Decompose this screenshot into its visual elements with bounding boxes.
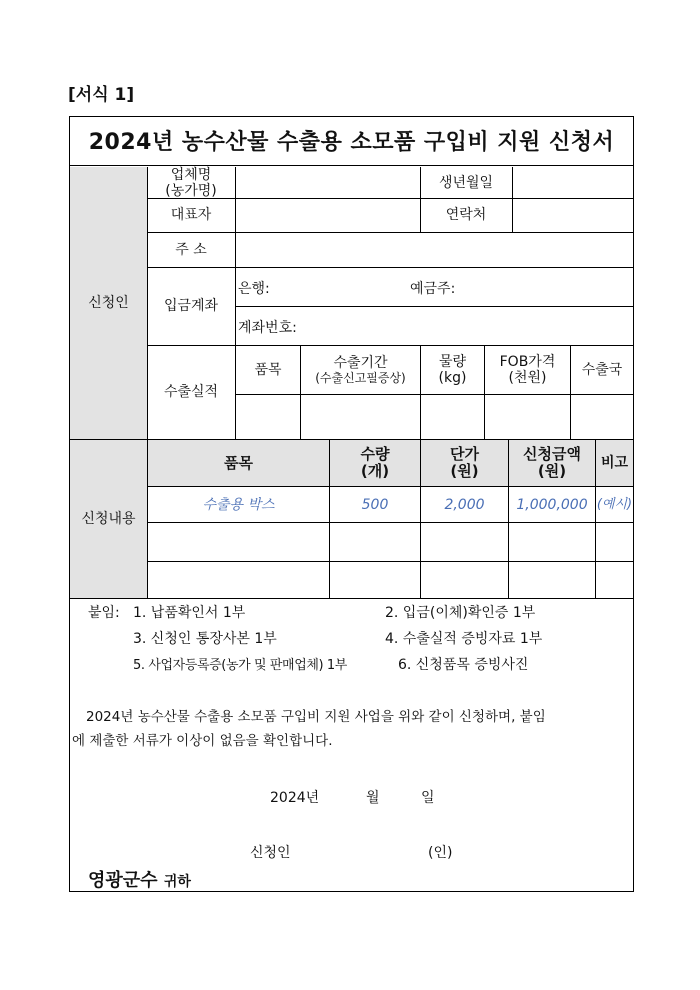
export-fob-l1: FOB가격 (499, 353, 556, 370)
account-number-label: 계좌번호: (238, 320, 297, 336)
app-unit-header (421, 440, 508, 486)
representative-field[interactable] (236, 198, 420, 232)
app-unit-l2: (원) (450, 462, 479, 480)
birthdate-label: 생년월일 (438, 174, 494, 191)
app-note-header: 비고 (600, 454, 629, 471)
statement-line-2: 에 제출한 서류가 이상이 없음을 확인합니다. (72, 733, 333, 749)
attachment-5: 5. 사업자등록증(농가 및 판매업체) 1부 (133, 658, 347, 673)
signature-seal: (인) (428, 845, 453, 861)
sample-unit-price: 2,000 (444, 496, 485, 513)
export-item-field[interactable] (236, 395, 300, 439)
attachment-6: 6. 신청품목 증빙사진 (398, 657, 529, 673)
export-quantity-field[interactable] (421, 395, 484, 439)
addressee-name: 영광군수 (88, 870, 158, 891)
export-fob-l2: (천원) (508, 369, 547, 386)
export-quantity-header (421, 345, 484, 394)
signature-label: 신청인 (250, 845, 291, 861)
app-row2-unit[interactable] (421, 523, 508, 561)
attachment-4: 4. 수출실적 증빙자료 1부 (385, 631, 543, 647)
export-quantity-l1: 물량 (438, 353, 467, 370)
export-country-field[interactable] (571, 395, 633, 439)
export-fob-header (485, 345, 570, 394)
app-amount-header (509, 440, 595, 486)
addressee-suffix: 귀하 (163, 874, 191, 890)
app-row2-qty[interactable] (330, 523, 420, 561)
export-quantity-l2: (kg) (438, 369, 467, 386)
app-amount-l2: (원) (537, 462, 567, 480)
address-label: 주 소 (175, 241, 207, 258)
export-fob-field[interactable] (485, 395, 570, 439)
app-qty-header (330, 440, 420, 486)
app-row3-note[interactable] (596, 562, 633, 598)
app-row3-qty[interactable] (330, 562, 420, 598)
export-period-l1: 수출기간 (333, 354, 388, 371)
app-qty-l1: 수량 (360, 445, 390, 463)
export-period-l2: (수출신고필증상) (315, 370, 406, 385)
date-month: 월 (366, 790, 380, 806)
addressee (88, 866, 191, 892)
contact-label: 연락처 (445, 207, 487, 223)
company-name-label (147, 167, 235, 198)
form-title: 2024년 농수산물 수출용 소모품 구입비 지원 신청서 (69, 116, 634, 166)
company-name-field[interactable] (236, 167, 420, 198)
sample-note: (예시) (596, 496, 633, 512)
account-holder-label: 예금주: (410, 281, 456, 297)
app-row2-amount[interactable] (509, 523, 595, 561)
app-unit-l1: 단가 (450, 445, 479, 463)
application-section-label: 신청내용 (81, 511, 136, 527)
app-row2-item[interactable] (148, 523, 329, 561)
attachment-2: 2. 입금(이체)확인증 1부 (385, 605, 536, 621)
statement-line-1: 2024년 농수산물 수출용 소모품 구입비 지원 사업을 위와 같이 신청하며, 붙임 (86, 709, 546, 725)
deposit-account-label: 입금계좌 (163, 298, 219, 314)
app-row3-unit[interactable] (421, 562, 508, 598)
form-label: [서식 1] (68, 85, 135, 105)
company-name-label-l2: (농가명) (165, 182, 217, 199)
attachment-1: 1. 납품확인서 1부 (133, 605, 246, 621)
app-item-header: 품목 (224, 453, 253, 472)
export-item-header: 품목 (254, 361, 282, 378)
export-country-header: 수출국 (581, 361, 623, 378)
date-day: 일 (421, 790, 435, 806)
app-row3-amount[interactable] (509, 562, 595, 598)
sample-qty: 500 (361, 496, 389, 513)
attachments-prefix: 붙임: (88, 605, 120, 621)
app-row3-item[interactable] (148, 562, 329, 598)
app-row2-note[interactable] (596, 523, 633, 561)
export-record-label: 수출실적 (163, 384, 219, 400)
export-period-field[interactable] (301, 395, 420, 439)
applicant-section-label: 신청인 (88, 295, 129, 311)
company-name-label-l1: 업체명 (170, 166, 212, 183)
attachment-3: 3. 신청인 통장사본 1부 (133, 631, 277, 647)
contact-field[interactable] (513, 198, 633, 232)
sample-amount: 1,000,000 (516, 496, 588, 513)
app-amount-l1: 신청금액 (523, 445, 581, 463)
export-period-header (301, 345, 420, 394)
sample-item: 수출용 박스 (202, 496, 275, 513)
app-qty-l2: (개) (360, 462, 390, 480)
birthdate-field[interactable] (513, 167, 633, 198)
date-year: 2024년 (270, 790, 320, 806)
representative-label: 대표자 (170, 207, 212, 223)
address-field[interactable] (236, 232, 633, 267)
bank-label: 은행: (238, 281, 270, 297)
